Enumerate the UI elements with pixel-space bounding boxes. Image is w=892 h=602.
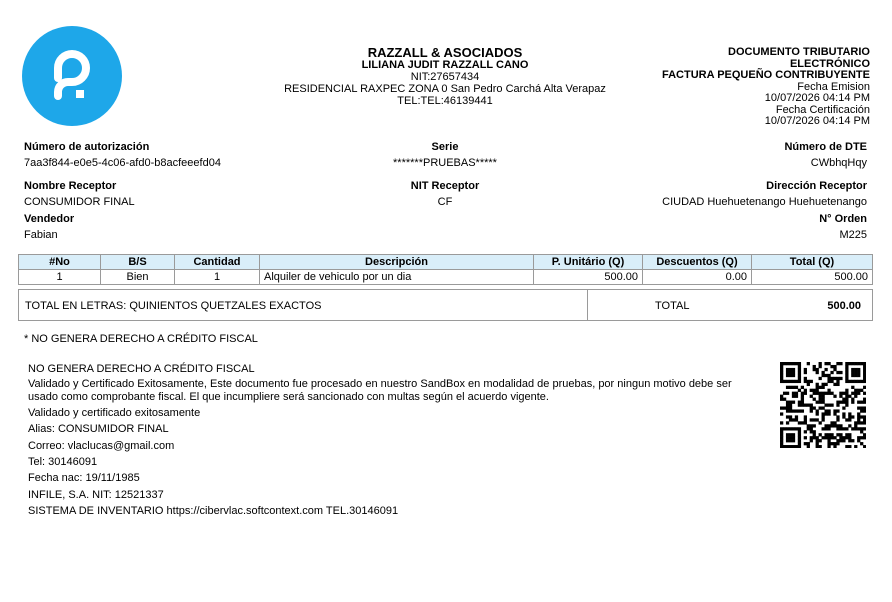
col-qty: Cantidad	[175, 255, 260, 270]
footer-certified	[28, 378, 773, 404]
footer-no-credit: NO GENERA DERECHO A CRÉDITO FISCAL	[28, 363, 255, 375]
total-value: 500.00	[827, 300, 861, 312]
vendor-value: Fabian	[24, 229, 58, 241]
dir-label: Dirección Receptor	[766, 180, 867, 192]
doc-line1: DOCUMENTO TRIBUTARIO	[728, 46, 870, 58]
items-table	[18, 254, 873, 285]
company-address: RESIDENCIAL RAXPEC ZONA 0 San Pedro Carchá Alta Verapaz	[284, 83, 606, 95]
cell-no: 1	[19, 270, 101, 285]
totals-box	[18, 289, 873, 321]
footer-system: SISTEMA DE INVENTARIO https://cibervlac.softcontext.com TEL.30146091	[28, 505, 399, 517]
col-desc: Descripción	[260, 255, 534, 270]
nit-receptor-value: CF	[437, 196, 453, 208]
fiscal-notice: * NO GENERA DERECHO A CRÉDITO FISCAL	[24, 333, 258, 345]
col-no: #No	[19, 255, 101, 270]
emission-date: 10/07/2026 04:14 PM	[764, 92, 870, 104]
receptor-label: Nombre Receptor	[24, 180, 117, 192]
auth-label: Número de autorización	[24, 141, 150, 153]
dir-value: CIUDAD Huehuetenango Huehuetenango	[662, 196, 867, 208]
doc-line2: ELECTRÓNICO	[789, 57, 870, 70]
cert-date: 10/07/2026 04:14 PM	[764, 115, 870, 127]
qr-code-icon	[780, 362, 866, 448]
dte-label: Número de DTE	[784, 141, 867, 153]
table-header-row	[19, 255, 873, 270]
cell-qty: 1	[175, 270, 260, 285]
totals-divider	[587, 290, 588, 320]
footer-infile: INFILE, S.A. NIT: 12521337	[28, 489, 164, 501]
brand-logo-icon	[22, 26, 122, 126]
footer-certified-line2: usado como comprobante fiscal. El que incumpliere será sancionado con multas según el acuerdo vigente.	[28, 391, 549, 403]
footer-alias: Alias: CONSUMIDOR FINAL	[28, 423, 169, 435]
footer-tel: Tel: 30146091	[28, 456, 98, 468]
cert-label: Fecha Certificación	[775, 103, 870, 116]
serie-value: *******PRUEBAS*****	[393, 157, 497, 169]
table-row	[19, 270, 873, 285]
doc-type: FACTURA PEQUEÑO CONTRIBUYENTE	[662, 69, 870, 81]
col-total: Total (Q)	[752, 255, 873, 270]
cell-unit-price: 500.00	[534, 270, 643, 285]
footer-email: Correo: vlaclucas@gmail.com	[28, 440, 175, 452]
col-unit-price: P. Unitário (Q)	[534, 255, 643, 270]
cell-discount: 0.00	[643, 270, 752, 285]
footer-birth: Fecha nac: 19/11/1985	[28, 472, 140, 484]
nit-receptor-label: NIT Receptor	[410, 180, 480, 192]
company-nit: NIT:27657434	[410, 71, 480, 83]
company-tel: TEL:TEL:46139441	[397, 95, 493, 107]
cell-total: 500.00	[752, 270, 873, 285]
cell-desc: Alquiler de vehiculo por un dia	[260, 270, 534, 285]
company-owner: LILIANA JUDIT RAZZALL CANO	[361, 59, 529, 71]
col-discount: Descuentos (Q)	[643, 255, 752, 270]
order-label: N° Orden	[819, 213, 867, 225]
emission-label: Fecha Emision	[797, 80, 870, 93]
footer-validated: Validado y certificado exitosamente	[28, 407, 201, 419]
footer-certified-line1: Validado y Certificado Exitosamente, Este documento fue procesado en nuestro SandBox en modalidad de pruebas, por ningun motivo debe ser	[28, 378, 732, 390]
col-bs: B/S	[101, 255, 175, 270]
cell-bs: Bien	[101, 270, 175, 285]
company-name: RAZZALL & ASOCIADOS	[367, 45, 523, 60]
vendor-label: Vendedor	[24, 213, 75, 225]
total-in-letters: TOTAL EN LETRAS: QUINIENTOS QUETZALES EXACTOS	[25, 300, 322, 312]
dte-value: CWbhqHqy	[810, 157, 867, 169]
order-value: M225	[839, 229, 867, 241]
auth-value: 7aa3f844-e0e5-4c06-afd0-b8acfeeefd04	[24, 157, 221, 169]
document-header	[570, 47, 870, 128]
receptor-value: CONSUMIDOR FINAL	[24, 196, 135, 208]
serie-label: Serie	[431, 141, 459, 153]
total-label: TOTAL	[655, 300, 690, 312]
